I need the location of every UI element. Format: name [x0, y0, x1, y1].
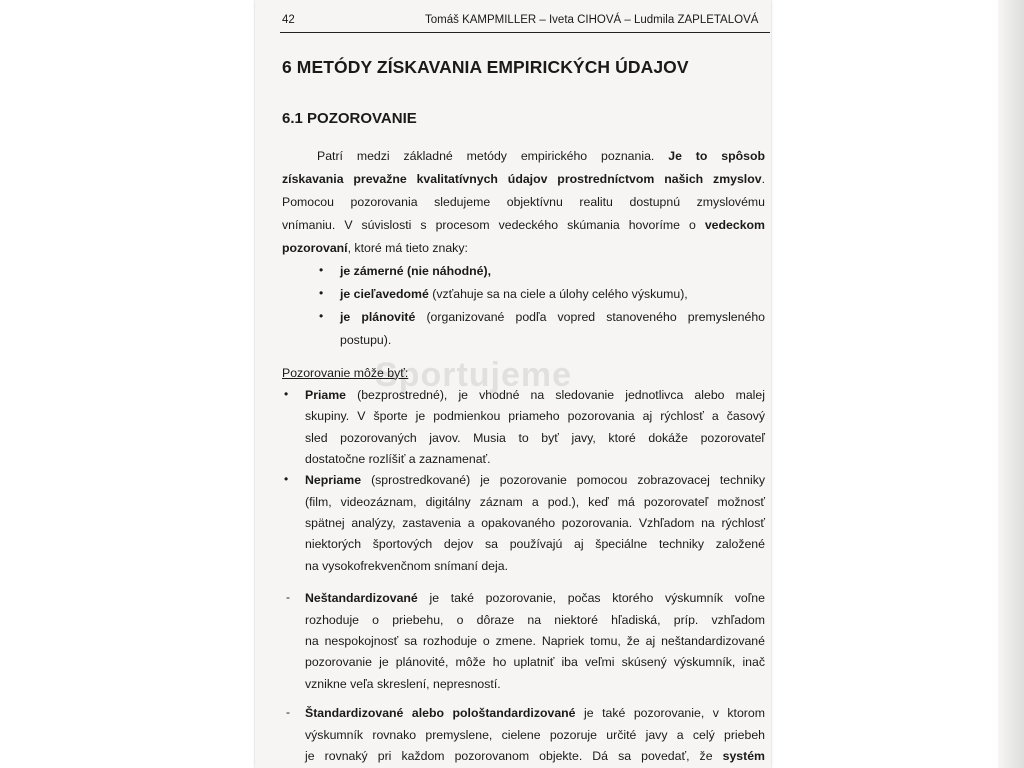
section-title: 6.1 POZOROVANIE — [282, 110, 417, 127]
intro-line-4: vnímaniu. V súvislosti s procesom vedeckého skúmania hovoríme o vedeckom — [282, 218, 765, 232]
feature-item-2: je cieľavedomé (vzťahuje sa na ciele a úlohy celého výskumu), — [340, 287, 688, 301]
dash-marker: - — [286, 590, 290, 605]
types-subheading: Pozorovanie môže byť: — [282, 365, 409, 380]
chapter-title: 6 METÓDY ZÍSKAVANIA EMPIRICKÝCH ÚDAJOV — [282, 57, 689, 77]
bullet-marker: • — [319, 286, 324, 300]
nepriame-line-4: niektorých športových dejov sa používajú aj špeciálne techniky založené — [305, 537, 765, 552]
nestand-line-2: rozhoduje o priebehu, o dôraze na niektoré hľadiská, príp. vzhľadom — [305, 612, 765, 627]
bullet-marker: • — [319, 309, 324, 323]
feature-item-3-cont: postupu). — [340, 333, 392, 347]
nepriame-line-2: (film, videozáznam, digitálny záznam a pod.), keď má pozorovateľ možnosť — [305, 494, 765, 509]
header-rule — [280, 32, 770, 33]
intro-line-2: získavania prevažne kvalitatívnych údajov prostredníctvom našich zmyslov. — [282, 172, 765, 186]
nepriame-line-5: na vysokofrekvenčnom snímaní deja. — [305, 558, 509, 573]
stand-line-1: Štandardizované alebo pološtandardizované je také pozorovanie, v ktorom — [305, 706, 765, 721]
feature-item-3: je plánovité (organizované podľa vopred stanoveného premysleného — [340, 310, 765, 324]
watermark: Sportujeme — [375, 356, 573, 394]
stand-line-3: je rovnaký pri každom pozorovanom objekte. Dá sa povedať, že systém — [305, 749, 765, 764]
priame-line-1: Priame (bezprostredné), je vhodné na sledovanie jednotlivca alebo malej — [305, 387, 765, 402]
intro-line-3: Pomocou pozorovania sledujeme objektívnu realitu dostupnú zmyslovému — [282, 195, 765, 209]
priame-line-4: dostatočne rozlíšiť a zaznamenať. — [305, 451, 491, 466]
running-header-authors: Tomáš KAMPMILLER – Iveta CIHOVÁ – Ludmila ZAPLETALOVÁ — [425, 14, 759, 26]
nestand-line-3: na nespokojnosť sa rozhoduje o zmene. Napriek tomu, že aj neštandardizované — [305, 633, 765, 648]
page-number: 42 — [282, 14, 295, 26]
nepriame-line-1: Nepriame (sprostredkované) je pozorovanie pomocou zobrazovacej techniky — [305, 473, 765, 488]
bullet-marker: • — [284, 386, 289, 401]
nepriame-line-3: spätnej analýzy, zastavenia a opakovaného pozorovania. Vzhľadom na rýchlosť — [305, 516, 765, 531]
bullet-marker: • — [284, 472, 289, 487]
book-page — [255, 0, 771, 768]
priame-line-2: skupiny. V športe je podmienkou priameho pozorovania aj rýchlosť a časový — [305, 409, 765, 424]
intro-line-5: pozorovaní, ktoré má tieto znaky: — [282, 241, 468, 255]
page-edge-shadow — [998, 0, 1024, 768]
nestand-line-4: pozorovanie je plánovité, môže ho uplatniť iba veľmi skúsený výskumník, inač — [305, 655, 765, 670]
feature-item-1: je zámerné (nie náhodné), — [340, 264, 492, 278]
nestand-line-1: Neštandardizované je také pozorovanie, počas ktorého výskumník voľne — [305, 591, 765, 606]
stand-line-2: výskumník rovnako premyslene, cielene pozoruje určité javy a celý priebeh — [305, 727, 765, 742]
priame-line-3: sled pozorovaných javov. Musia to byť javy, ktoré dokáže pozorovateľ — [305, 430, 765, 445]
bullet-marker: • — [319, 263, 324, 277]
intro-line-1: Patrí medzi základné metódy empirického poznania. Je to spôsob — [317, 149, 766, 163]
nestand-line-5: vznikne veľa skreslení, nepresností. — [305, 676, 501, 691]
dash-marker: - — [286, 705, 290, 720]
